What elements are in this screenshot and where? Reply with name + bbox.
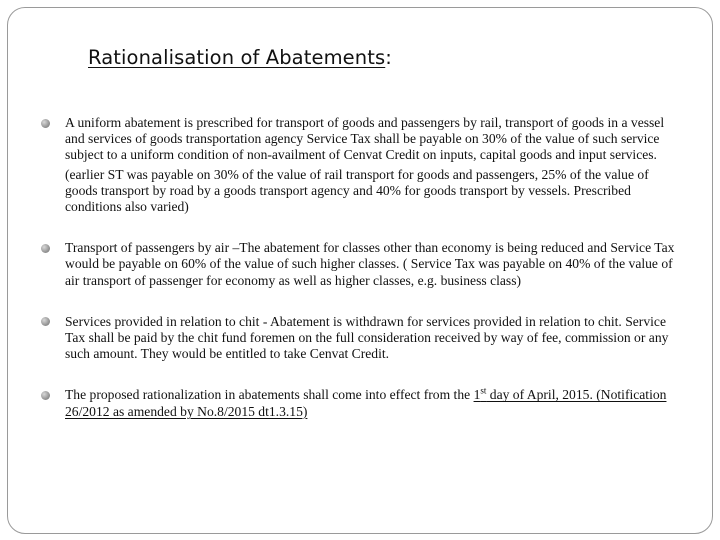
bullet-text: Transport of passengers by air –The abatement for classes other than economy is being reduced and Service Tax would be payable on 60% of the value of such higher classes. ( Service Tax was payable on 40% of the value of air transport of passenger for economy as well as higher classes, e.g. business class) — [65, 240, 675, 288]
bullet-note: (earlier ST was payable on 30% of the value of rail transport for goods and passengers, 25% of the value of goods transport by road by a goods transport agency and 40% for goods transport by vessels. Prescribed conditions also varied) — [65, 166, 649, 215]
bullet-effective-date — [38, 387, 678, 419]
page-title — [88, 46, 392, 69]
bullet-chit-services — [38, 314, 678, 363]
bullet-uniform-abatement — [38, 115, 678, 215]
bullet-air-transport — [38, 240, 678, 289]
effective-date-rest: day of April, 2015. (Notification 26/2012 as amended by No.8/2015 dt1.3.15) — [65, 387, 667, 419]
effective-day: 1 — [473, 387, 481, 403]
title-colon: : — [385, 46, 392, 69]
bullet-text: Services provided in relation to chit - Abatement is withdrawn for services provided in relation to chit. Service Tax shall be paid by the chit fund foremen on the full consideration received by way of fee, commission or any such amount. They would be entitled to take Cenvat Credit. — [65, 313, 669, 362]
bullet-text — [65, 387, 678, 419]
title-text: Rationalisation of Abatements — [88, 46, 386, 69]
bullet-dot-icon — [41, 244, 50, 253]
bullet-list — [38, 115, 678, 420]
bullet-dot-icon — [41, 391, 50, 400]
effective-day-suffix: st — [480, 385, 487, 396]
bullet-dot-icon — [41, 119, 50, 128]
bullet-dot-icon — [41, 317, 50, 326]
bullet-text: A uniform abatement is prescribed for transport of goods and passengers by rail, transport of goods in a vessel and services of goods transportation agency Service Tax shall be payable on 30% of the value of such service subject to a uniform condition of non-availment of Cenvat Credit on inputs, capital goods and input services. — [65, 115, 665, 163]
effective-date-intro: The proposed rationalization in abatements shall come into effect from the — [65, 387, 474, 403]
